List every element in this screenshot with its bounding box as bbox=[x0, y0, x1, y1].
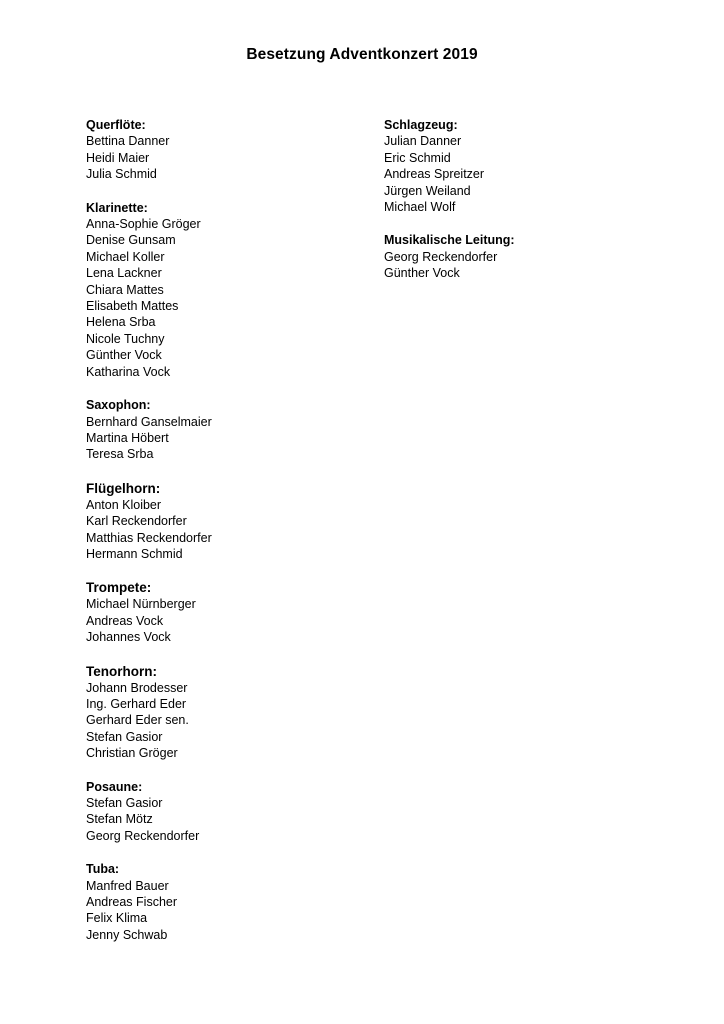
member-name: Eric Schmid bbox=[384, 150, 451, 165]
section-tuba bbox=[86, 861, 346, 943]
member-name: Andreas Vock bbox=[86, 613, 164, 628]
section-fluegelhorn bbox=[86, 480, 346, 563]
member-name: Christian Gröger bbox=[86, 746, 178, 761]
member-name: Chiara Mattes bbox=[86, 282, 164, 297]
member-name: Katharina Vock bbox=[86, 364, 171, 379]
member-name: Karl Reckendorfer bbox=[86, 514, 187, 529]
member-name: Günther Vock bbox=[384, 266, 460, 281]
member-list bbox=[86, 795, 346, 844]
left-column bbox=[86, 117, 346, 960]
member-name: Matthias Reckendorfer bbox=[86, 530, 212, 545]
member-list bbox=[86, 596, 346, 645]
section-heading: Querflöte: bbox=[86, 118, 146, 132]
member-list bbox=[86, 414, 346, 463]
member-name: Jenny Schwab bbox=[86, 927, 168, 942]
section-musikalische-leitung bbox=[384, 232, 644, 281]
document-title: Besetzung Adventkonzert 2019 bbox=[246, 46, 478, 63]
section-heading: Flügelhorn: bbox=[86, 480, 161, 496]
member-name: Elisabeth Mattes bbox=[86, 299, 179, 314]
member-name: Anton Kloiber bbox=[86, 497, 162, 512]
section-schlagzeug bbox=[384, 117, 644, 215]
section-klarinette bbox=[86, 200, 346, 380]
section-saxophon bbox=[86, 397, 346, 463]
member-name: Bernhard Ganselmaier bbox=[86, 414, 212, 429]
member-list bbox=[86, 133, 346, 182]
member-name: Stefan Gasior bbox=[86, 796, 163, 810]
member-name: Nicole Tuchny bbox=[86, 331, 165, 346]
section-querfloete bbox=[86, 117, 346, 183]
member-name: Günther Vock bbox=[86, 348, 162, 363]
member-name: Andreas Spreitzer bbox=[384, 167, 485, 182]
section-heading: Tenorhorn: bbox=[86, 663, 157, 679]
member-name: Michael Wolf bbox=[384, 200, 456, 215]
member-name: Martina Höbert bbox=[86, 430, 169, 445]
member-name: Michael Koller bbox=[86, 249, 165, 264]
member-list bbox=[86, 497, 346, 563]
member-name: Hermann Schmid bbox=[86, 546, 183, 561]
member-name: Johann Brodesser bbox=[86, 680, 188, 695]
member-name: Felix Klima bbox=[86, 911, 148, 926]
member-name: Heidi Maier bbox=[86, 150, 150, 165]
member-name: Lena Lackner bbox=[86, 266, 162, 281]
member-name: Manfred Bauer bbox=[86, 878, 169, 893]
member-name: Ing. Gerhard Eder bbox=[86, 696, 187, 711]
section-heading: Saxophon: bbox=[86, 398, 151, 413]
section-tenorhorn bbox=[86, 663, 346, 762]
member-name: Helena Srba bbox=[86, 315, 156, 330]
section-trompete bbox=[86, 579, 346, 645]
member-name: Andreas Fischer bbox=[86, 895, 178, 910]
member-name: Teresa Srba bbox=[86, 447, 154, 462]
member-name: Anna-Sophie Gröger bbox=[86, 217, 201, 232]
member-name: Gerhard Eder sen. bbox=[86, 713, 189, 728]
member-name: Georg Reckendorfer bbox=[86, 828, 200, 843]
section-heading: Tuba: bbox=[86, 862, 120, 877]
member-name: Michael Nürnberger bbox=[86, 597, 196, 612]
member-name: Stefan Gasior bbox=[86, 729, 163, 744]
section-heading: Klarinette: bbox=[86, 200, 148, 215]
member-name: Jürgen Weiland bbox=[384, 183, 471, 198]
member-list bbox=[384, 133, 644, 215]
section-heading: Schlagzeug: bbox=[384, 118, 458, 132]
member-name: Julian Danner bbox=[384, 134, 462, 149]
member-list bbox=[384, 249, 644, 282]
section-heading: Musikalische Leitung: bbox=[384, 233, 515, 248]
member-list bbox=[86, 878, 346, 944]
section-posaune bbox=[86, 779, 346, 845]
member-name: Johannes Vock bbox=[86, 630, 171, 645]
section-heading: Posaune: bbox=[86, 779, 143, 794]
member-list bbox=[86, 216, 346, 380]
section-heading: Trompete: bbox=[86, 580, 152, 596]
right-column bbox=[384, 117, 644, 299]
member-name: Denise Gunsam bbox=[86, 233, 176, 248]
member-list bbox=[86, 680, 346, 762]
member-name: Stefan Mötz bbox=[86, 812, 153, 827]
member-name: Georg Reckendorfer bbox=[384, 249, 498, 264]
member-name: Bettina Danner bbox=[86, 134, 170, 149]
member-name: Julia Schmid bbox=[86, 167, 157, 182]
